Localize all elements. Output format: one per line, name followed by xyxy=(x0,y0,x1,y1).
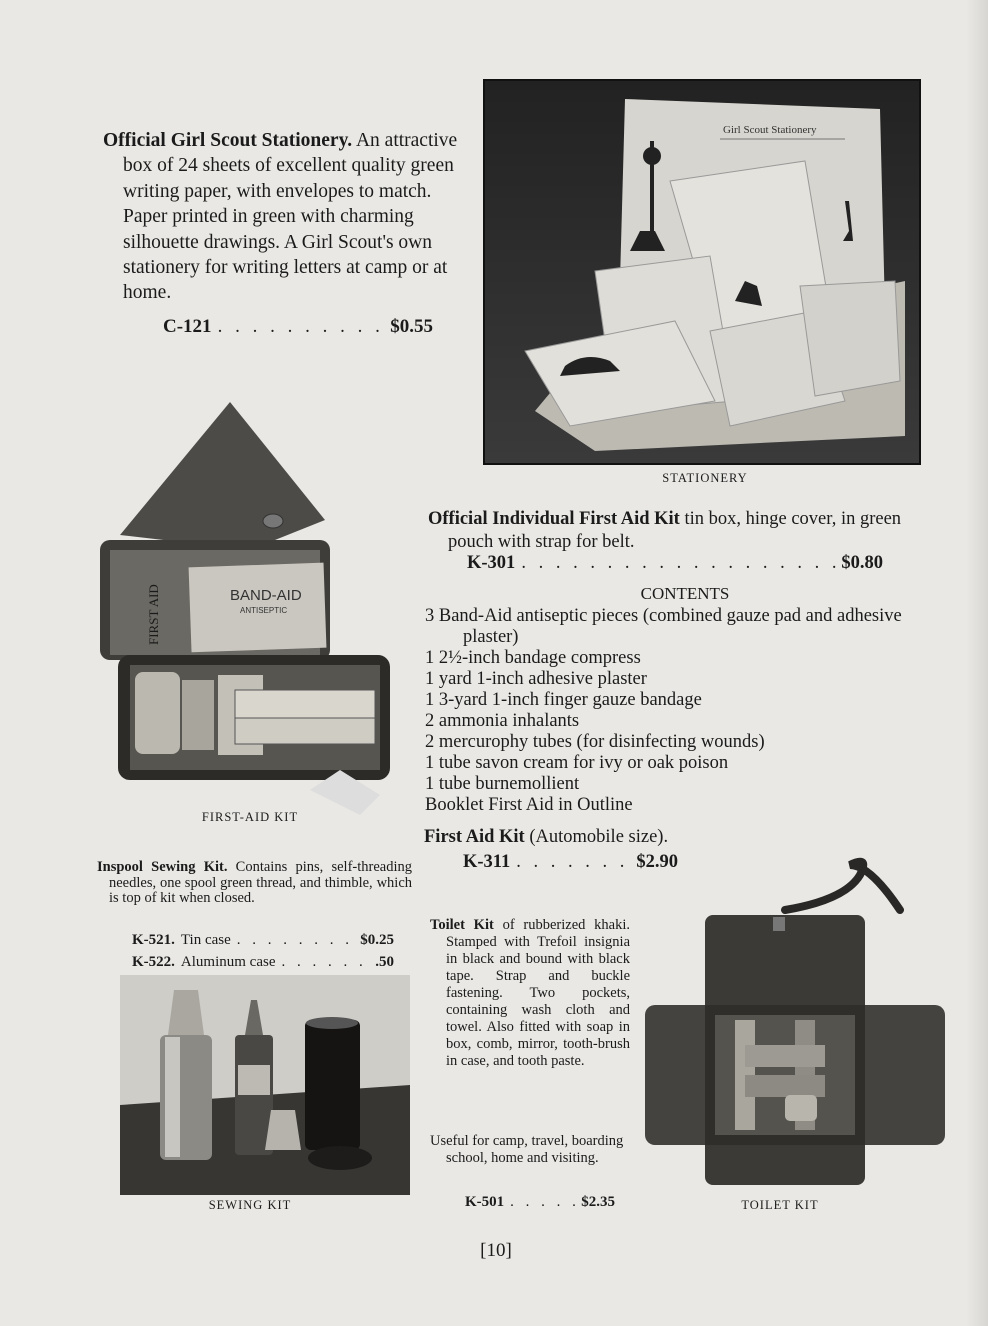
page-edge-shadow xyxy=(966,0,988,1326)
list-item: 2 mercurophy tubes (for disinfecting wounds) xyxy=(425,732,765,752)
first-aid-tin-label: FIRST AID xyxy=(146,584,161,645)
sewing-item-name: Tin case xyxy=(180,932,231,948)
stationery-price-row xyxy=(163,316,433,338)
dot-leader xyxy=(212,316,391,338)
toilet-price-row xyxy=(465,1194,615,1211)
dot-leader xyxy=(504,1194,581,1211)
band-aid-sublabel: ANTISEPTIC xyxy=(240,606,288,615)
auto-kit-desc: (Automobile size). xyxy=(529,827,669,847)
sewing-price: .50 xyxy=(375,954,394,970)
toilet-title: Toilet Kit xyxy=(430,917,494,933)
auto-kit-price: $2.90 xyxy=(636,852,678,872)
toilet-text: of rubberized khaki. Stamped with Trefoil insignia in black and bound with black tape. Strap and buckle fastening. Two pockets, containing wash cloth and towel. Also fitted with soap in box, comb, mirror, tooth-brush in case, and tooth paste. xyxy=(446,917,630,1069)
sewing-price: $0.25 xyxy=(360,932,394,948)
auto-kit-code: K-311 xyxy=(463,852,511,872)
toilet-kit-illustration xyxy=(645,855,945,1195)
first-aid-title: Official Individual First Aid Kit xyxy=(428,509,680,529)
dot-leader xyxy=(276,954,376,971)
first-aid-heading xyxy=(428,508,928,554)
sewing-kit-illustration xyxy=(120,975,410,1195)
sewing-code: K-521. xyxy=(132,932,175,948)
dot-leader xyxy=(515,553,841,574)
list-item: Booklet First Aid in Outline xyxy=(425,795,633,815)
band-aid-label: BAND-AID xyxy=(230,587,302,604)
stationery-price: $0.55 xyxy=(390,316,433,337)
contents-title: CONTENTS xyxy=(640,584,730,603)
list-item: 1 tube burnemollient xyxy=(425,774,580,794)
first-aid-photo xyxy=(90,400,410,820)
list-item: 2 ammonia inhalants xyxy=(425,711,580,731)
toilet-caption: TOILET KIT xyxy=(741,1198,819,1212)
toilet-code: K-501 xyxy=(465,1194,505,1210)
list-item: 1 tube savon cream for ivy or oak poison xyxy=(425,753,729,773)
sewing-kit-photo xyxy=(120,975,410,1195)
first-aid-illustration xyxy=(90,400,410,820)
first-aid-caption: FIRST-AID KIT xyxy=(201,810,299,824)
stationery-code: C-121 xyxy=(163,316,212,337)
sewing-description xyxy=(97,860,412,907)
first-aid-price: $0.80 xyxy=(841,553,883,573)
sewing-code: K-522. xyxy=(132,954,175,970)
sewing-title: Inspool Sewing Kit. xyxy=(97,859,228,875)
stationery-box-label: Girl Scout Stationery xyxy=(723,124,817,136)
list-item: 1 3-yard 1-inch finger gauze bandage xyxy=(425,690,702,710)
sewing-item-name: Aluminum case xyxy=(180,954,276,970)
list-item: 1 2½-inch bandage compress xyxy=(425,648,641,668)
sewing-price-row xyxy=(132,954,394,971)
first-aid-text: tin box, hinge cover, in green pouch with strap for belt. xyxy=(448,509,902,552)
dot-leader xyxy=(231,932,360,949)
list-item: 3 Band-Aid antiseptic pieces (combined gauze pad and adhesive plaster) xyxy=(425,606,902,647)
auto-kit-title: First Aid Kit xyxy=(424,827,525,847)
contents-list xyxy=(425,606,930,816)
sewing-caption: SEWING KIT xyxy=(208,1198,292,1212)
first-aid-price-row xyxy=(467,553,883,574)
sewing-price-row xyxy=(132,932,394,949)
toilet-description xyxy=(430,917,630,1070)
toilet-price: $2.35 xyxy=(581,1194,615,1210)
page-number: [10] xyxy=(480,1240,512,1261)
first-aid-code: K-301 xyxy=(467,553,516,573)
stationery-title: Official Girl Scout Stationery. xyxy=(103,130,353,151)
sewing-text: Contains pins, self-threading needles, one spool green thread, and thimble, which is top of kit when closed. xyxy=(109,859,412,907)
dot-leader xyxy=(510,852,636,873)
auto-kit-line xyxy=(424,827,824,848)
toilet-usage-text: Useful for camp, travel, boarding school, home and visiting. xyxy=(430,1133,624,1166)
stationery-illustration xyxy=(485,81,919,463)
stationery-description xyxy=(103,128,468,306)
stationery-caption: STATIONERY xyxy=(662,471,748,485)
toilet-kit-photo xyxy=(645,855,945,1195)
stationery-text: An attractive box of 24 sheets of excellent quality green writing paper, with envelopes to match. Paper printed in green with charming silhouette drawings. A Girl Scout's own stationery for writing letters at camp or at home. xyxy=(123,130,458,304)
list-item: 1 yard 1-inch adhesive plaster xyxy=(425,669,647,689)
stationery-photo xyxy=(483,79,921,465)
toilet-usage xyxy=(430,1133,630,1167)
